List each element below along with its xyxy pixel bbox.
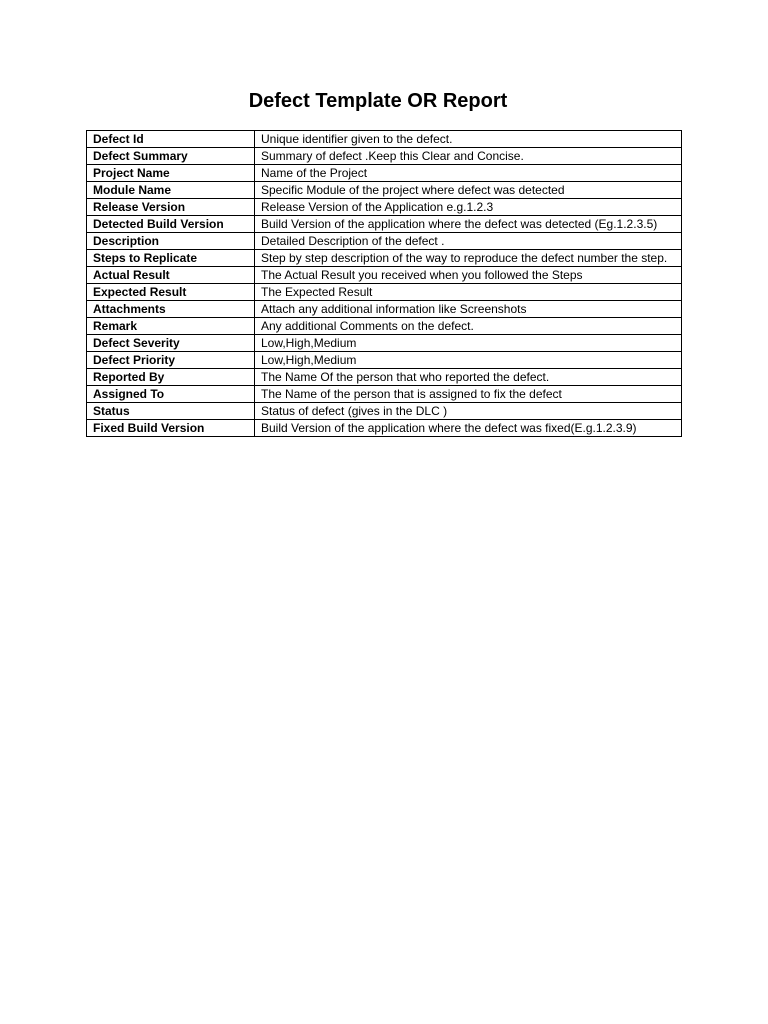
field-description-cell: Release Version of the Application e.g.1.2.3 [255,199,682,216]
table-row [87,284,682,301]
table-row [87,403,682,420]
field-name-cell: Actual Result [87,267,255,284]
table-row [87,420,682,437]
field-description-cell: Build Version of the application where the defect was fixed(E.g.1.2.3.9) [255,420,682,437]
field-description-cell: Detailed Description of the defect . [255,233,682,250]
field-name-cell: Release Version [87,199,255,216]
field-name-cell: Expected Result [87,284,255,301]
field-name-cell: Assigned To [87,386,255,403]
table-row [87,318,682,335]
table-row [87,199,682,216]
field-name-cell: Steps to Replicate [87,250,255,267]
table-row [87,233,682,250]
field-name-cell: Defect Id [87,131,255,148]
table-row [87,250,682,267]
table-row [87,131,682,148]
field-name-cell: Remark [87,318,255,335]
field-description-cell: The Actual Result you received when you followed the Steps [255,267,682,284]
table-row [87,267,682,284]
table-row [87,216,682,233]
field-description-cell: Low,High,Medium [255,352,682,369]
field-name-cell: Fixed Build Version [87,420,255,437]
field-description-cell: Low,High,Medium [255,335,682,352]
defect-template-table [86,130,682,437]
field-description-cell: Specific Module of the project where defect was detected [255,182,682,199]
field-name-cell: Reported By [87,369,255,386]
field-description-cell: The Name of the person that is assigned to fix the defect [255,386,682,403]
field-description-cell: Step by step description of the way to reproduce the defect number the step. [255,250,682,267]
field-name-cell: Detected Build Version [87,216,255,233]
field-description-cell: Attach any additional information like Screenshots [255,301,682,318]
field-name-cell: Defect Priority [87,352,255,369]
field-name-cell: Module Name [87,182,255,199]
field-name-cell: Attachments [87,301,255,318]
field-name-cell: Defect Summary [87,148,255,165]
field-description-cell: Summary of defect .Keep this Clear and Concise. [255,148,682,165]
field-description-cell: Status of defect (gives in the DLC ) [255,403,682,420]
field-description-cell: Name of the Project [255,165,682,182]
table-row [87,335,682,352]
field-name-cell: Project Name [87,165,255,182]
field-description-cell: The Name Of the person that who reported the defect. [255,369,682,386]
field-description-cell: The Expected Result [255,284,682,301]
field-description-cell: Unique identifier given to the defect. [255,131,682,148]
field-name-cell: Description [87,233,255,250]
field-name-cell: Status [87,403,255,420]
table-row [87,148,682,165]
table-row [87,369,682,386]
table-row [87,165,682,182]
field-description-cell: Any additional Comments on the defect. [255,318,682,335]
field-description-cell: Build Version of the application where the defect was detected (Eg.1.2.3.5) [255,216,682,233]
field-name-cell: Defect Severity [87,335,255,352]
table-row [87,182,682,199]
page-title: Defect Template OR Report [248,90,508,112]
table-row [87,352,682,369]
table-row [87,386,682,403]
table-row [87,301,682,318]
